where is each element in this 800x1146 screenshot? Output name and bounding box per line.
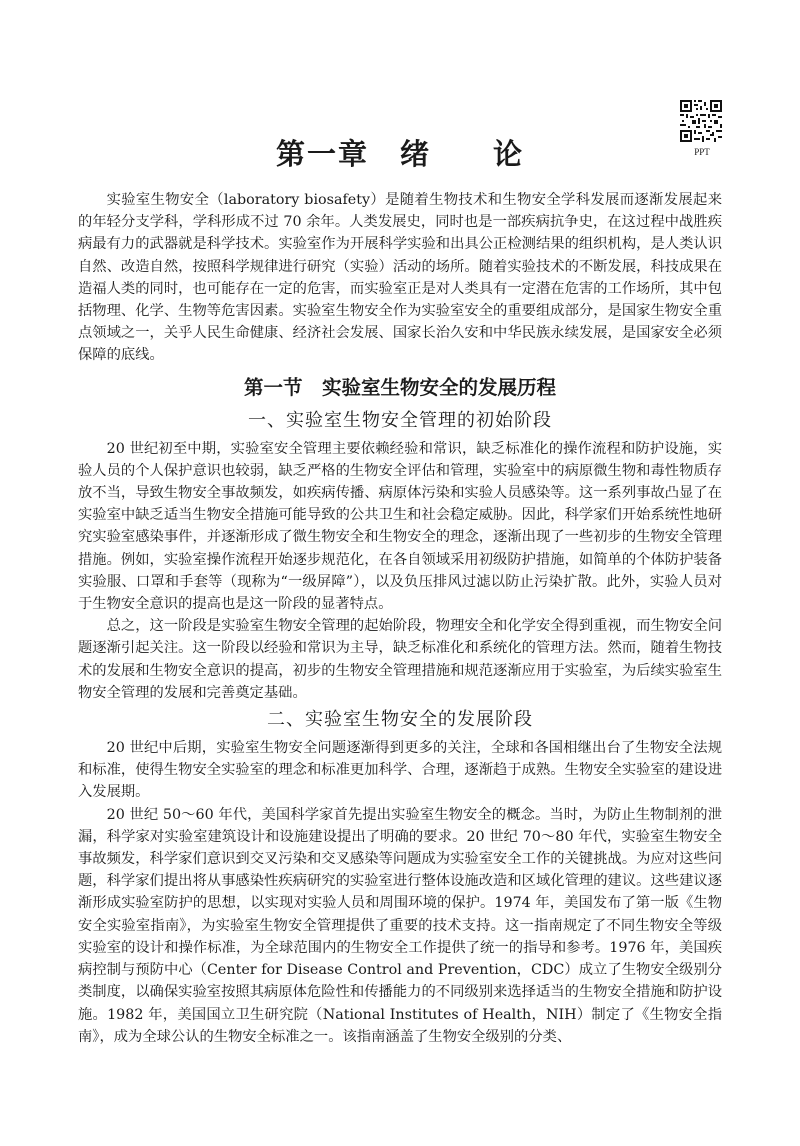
main-content bbox=[78, 189, 722, 1048]
paragraph: 20 世纪 50～60 年代，美国科学家首先提出实验室生物安全的概念。当时，为防止生物制剂的泄漏，科学家对实验室建筑设计和设施建设提出了明确的要求。20 世纪 70～80 年代，实验室生物安全事故频发，科学家们意识到交叉污染和交叉感染等问题成为实验室安全工作的关键挑战。为应对这些问题，科学家们提出将从事感染性疾病研究的实验室进行整体设施改造和区域化管理的建议。这些建议逐渐形成实验室防护的思想，以实现对实验人员和周围环境的保护。1974 年，美国发布了第一版《生物安全实验室指南》，为实验室生物安全管理提供了重要的技术支持。这一指南规定了不同生物安全等级实验室的设计和操作标准，为全球范围内的生物安全工作提供了统一的指导和参考。1976 年，美国疾病控制与预防中心（Center for Disease Control and Prevention，CDC）成立了生物安全级别分类制度，以确保实验室按照其病原体危险性和传播能力的不同级别来选择适当的生物安全措施和防护设施。1982 年，美国国立卫生研究院（National Institutes of Health，NIH）制定了《生物安全指南》，成为全球公认的生物安全标准之一。该指南涵盖了生物安全级别的分类、 bbox=[78, 806, 722, 1045]
paragraph: 总之，这一阶段是实验室生物安全管理的起始阶段，物理安全和化学安全得到重视，而生物安全问题逐渐引起关注。这一阶段以经验和常识为主导，缺乏标准化和系统化的管理方法。然而，随着生物技术的发展和生物安全意识的提高，初步的生物安全管理措施和规范逐渐应用于实验室，为后续实验室生物安全管理的发展和完善奠定基础。 bbox=[78, 618, 722, 701]
chapter-title: 第一章 绪 论 bbox=[275, 137, 524, 171]
paragraph: 20 世纪初至中期，实验室安全管理主要依赖经验和常识，缺乏标准化的操作流程和防护设施，实验人员的个人保护意识也较弱，缺乏严格的生物安全评估和管理，实验室中的病原微生物和毒性物质存放不当，导致生物安全事故频发，如疾病传播、病原体污染和实验人员感染等。这一系列事故凸显了在实验室中缺乏适当生物安全措施可能导致的公共卫生和社会稳定威胁。因此，科学家们开始系统性地研究实验室感染事件，并逐渐形成了微生物安全和生物安全的理念，逐渐出现了一些初步的生物安全管理措施。例如，实验室操作流程开始逐步规范化，在各自领域采用初级防护措施，如简单的个体防护装备实验服、口罩和手套等（现称为“一级屏障”），以及负压排风过滤以防止污染扩散。此外，实验人员对于生物安全意识的提高也是这一阶段的显著特点。 bbox=[78, 440, 722, 613]
qr-label: PPT bbox=[694, 147, 710, 157]
section-heading: 第一节 实验室生物安全的发展历程 bbox=[243, 375, 556, 399]
subsection-heading: 一、实验室生物安全管理的初始阶段 bbox=[248, 409, 552, 431]
paragraph: 20 世纪中后期，实验室生物安全问题逐渐得到更多的关注，全球和各国相继出台了生物安全法规和标准，使得生物安全实验室的理念和标准更加科学、合理，逐渐趋于成熟。生物安全实验室的建设进入发展期。 bbox=[78, 740, 722, 801]
subsection-heading: 二、实验室生物安全的发展阶段 bbox=[267, 709, 533, 731]
intro-paragraph: 实验室生物安全（laboratory biosafety）是随着生物技术和生物安全学科发展而逐渐发展起来的年轻分支学科，学科形成不过 70 余年。人类发展史，同时也是一部疾病抗争史，在这过程中战胜疾病最有力的武器就是科学技术。实验室作为开展科学实验和出具公正检测结果的组织机构，是人类认识自然、改造自然，按照科学规律进行研究（实验）活动的场所。随着实验技术的不断发展，科技成果在造福人类的同时，也可能存在一定的危害，而实验室正是对人类具有一定潜在危害的工作场所，其中包括物理、化学、生物等危害因素。实验室生物安全作为实验室安全的重要组成部分，是国家生物安全重点领域之一，关乎人民生命健康、经济社会发展、国家长治久安和中华民族永续发展，是国家安全必须保障的底线。 bbox=[78, 192, 722, 364]
